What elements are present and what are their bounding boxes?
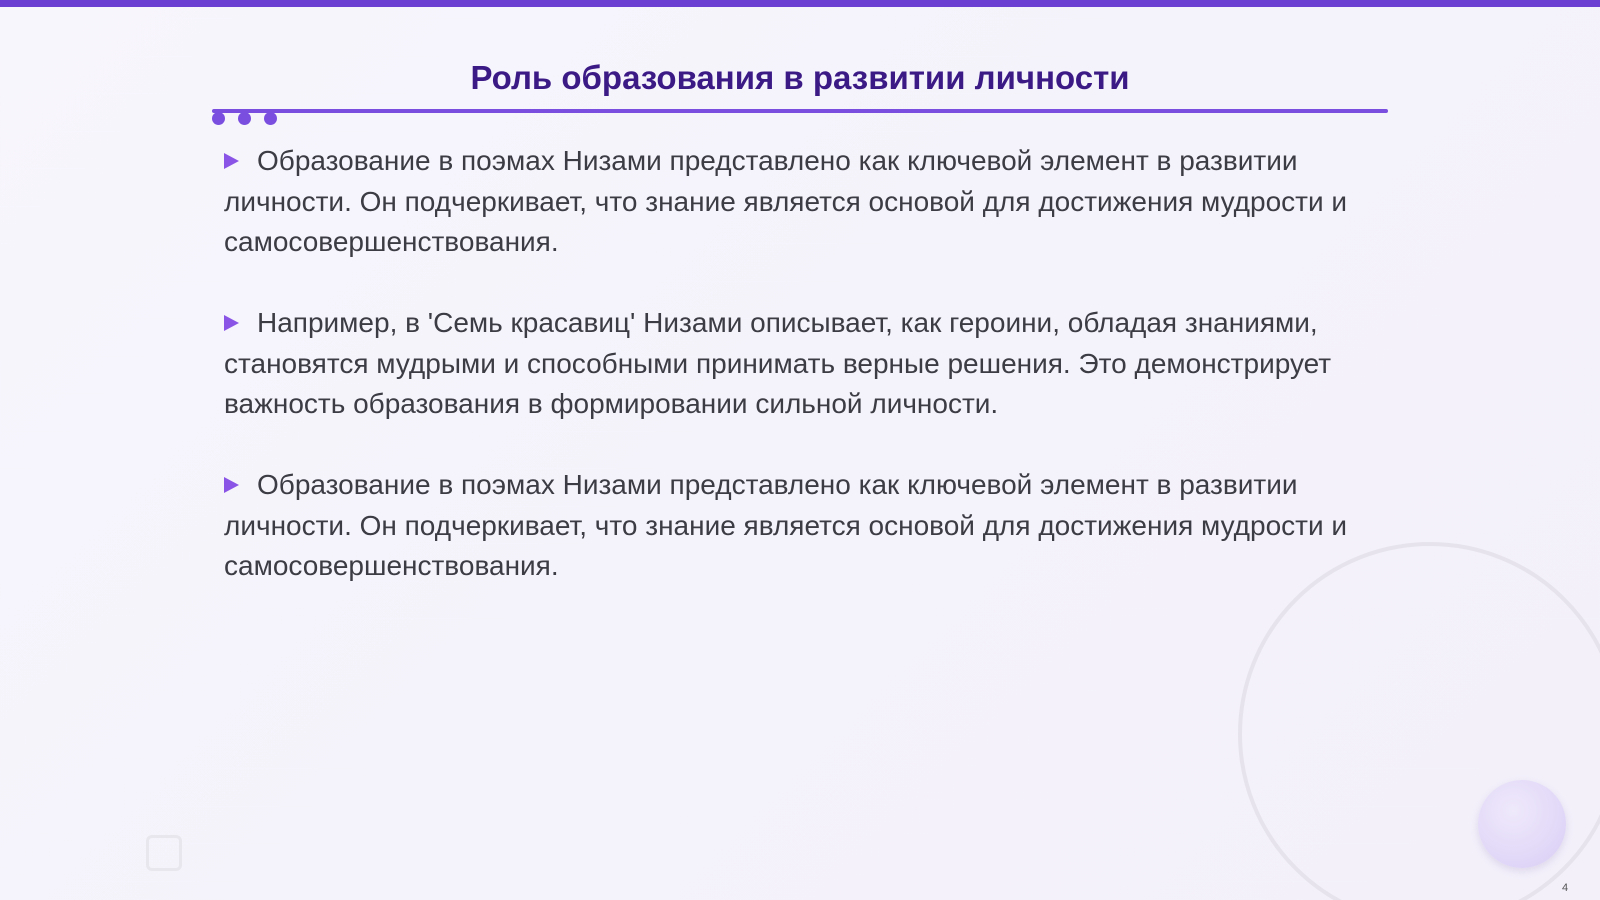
triangle-right-icon (224, 477, 239, 493)
page-number: 4 (1562, 882, 1569, 894)
bullet-item (224, 303, 1384, 425)
top-accent-bar (0, 0, 1600, 7)
underline-dot (238, 112, 251, 125)
decorative-circle (1478, 780, 1566, 868)
bullet-item (224, 465, 1384, 587)
bullet-item (224, 141, 1384, 263)
decorative-square (146, 835, 182, 871)
slide-title: Роль образования в развитии личности (470, 59, 1130, 96)
bullet-text: Образование в поэмах Низами представлено как ключевой элемент в развитии личности. Он подчеркивает, что знание является основой для достижения мудрости и самосовершенствования. (224, 145, 1348, 257)
title-underline (212, 109, 1388, 113)
bullet-text: Например, в 'Семь красавиц' Низами описывает, как героини, обладая знаниями, становятся мудрыми и способными принимать верные решения. Это демонстрирует важность образования в формировании сильной личности. (224, 307, 1332, 419)
triangle-right-icon (224, 153, 239, 169)
underline-dot (212, 112, 225, 125)
bullet-text: Образование в поэмах Низами представлено как ключевой элемент в развитии личности. Он подчеркивает, что знание является основой для достижения мудрости и самосовершенствования. (224, 469, 1348, 581)
triangle-right-icon (224, 315, 239, 331)
underline-dot (264, 112, 277, 125)
